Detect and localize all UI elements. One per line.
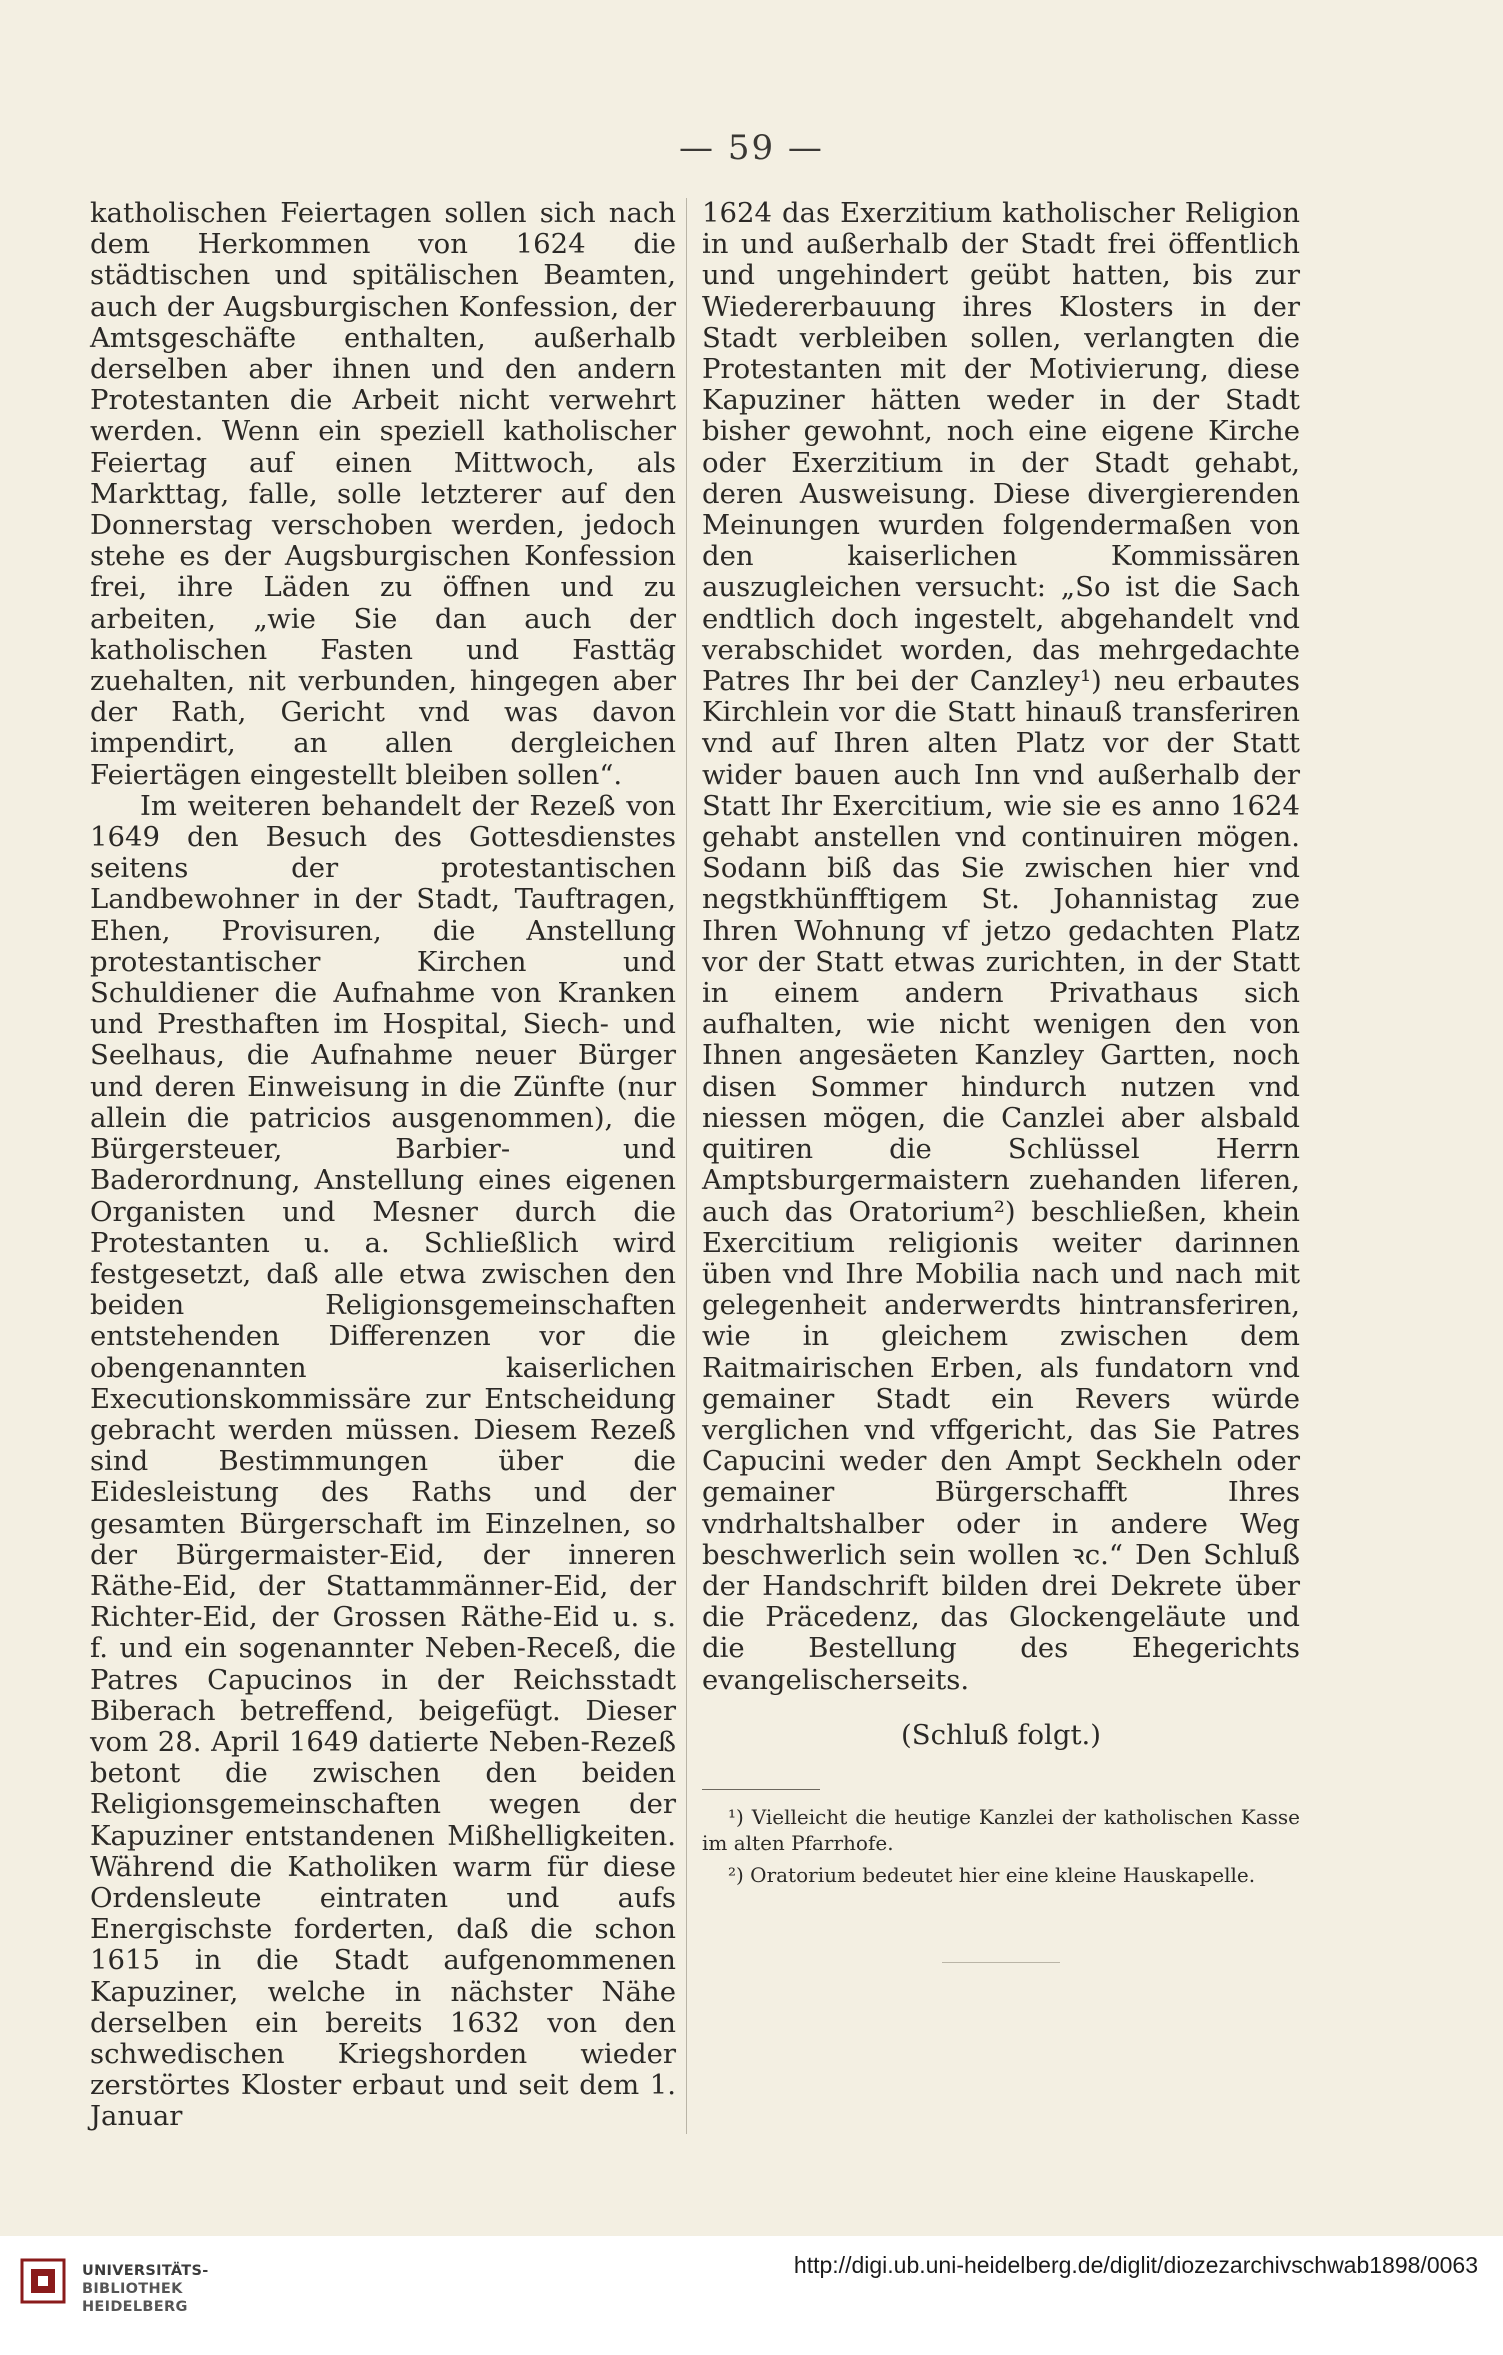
end-rule (942, 1962, 1060, 1963)
source-url-link[interactable]: http://digi.ub.uni-heidelberg.de/diglit/diozezarchivschwab1898/0063 (793, 2252, 1478, 2278)
university-library-logo-icon (20, 2258, 66, 2304)
library-name (82, 2262, 209, 2316)
library-line-2: BIBLIOTHEK (82, 2281, 183, 2297)
left-column (90, 198, 676, 2133)
right-paragraph-1: 1624 das Exerzitium katholischer Religion in und außerhalb der Stadt frei öffentlich und ungehindert geübt hatten, bis zur Wiedererbauung ihres Klosters in der Stadt verbleiben sollen, verlangten die Protestanten mit der Motivierung, diese Kapuziner hätten weder in der Stadt bisher gewohnt, noch eine eigene Kirche oder Exerzitium in der Stadt gehabt, deren Ausweisung. Diese divergierenden Meinungen wurden folgendermaßen von den kaiserlichen Kommissären auszugleichen versucht: „So ist die Sach endtlich doch ingestelt, abgehandelt vnd verabschidet worden, das mehrgedachte Patres Ihr bei der Canzley¹) neu erbautes Kirchlein vor die Statt hinauß transferiren vnd auf Ihren alten Platz vor der Statt wider bauen auch Inn vnd außerhalb der Statt Ihr Exercitium, wie sie es anno 1624 gehabt anstellen vnd continuiren mögen. Sodann biß das Sie zwischen hier vnd negstkhünfftigem St. Johannistag zue Ihren Wohnung vf jetzo gedachten Platz vor der Statt etwas zurichten, in der Statt in einem andern Privathaus sich aufhalten, wie nicht wenigen den von Ihnen angesäeten Kanzley Gartten, noch disen Sommer hindurch nutzen vnd niessen mögen, die Canzlei aber alsbald quitiren die Schlüssel Herrn Amptsburgermaistern zuehanden liferen, auch das Oratorium²) beschließen, khein Exercitium religionis weiter darinnen üben vnd Ihre Mobilia nach und nach mit gelegenheit anderwerdts hintransferiren, wie in gleichem zwischen dem Raitmairischen Erben, als fundatorn vnd gemainer Stadt ein Revers würde verglichen vnd vffgericht, das Sie Patres Capucini weder den Ampt Seckheln oder gemainer Bürgerschafft Ihres vndrhaltshalber oder in andere Weg beschwerlich sein wollen ꝛc.“ Den Schluß der Handschrift bilden drei Dekrete über die Präcedenz, das Glockengeläute und die Bestellung des Ehegerichts evangelischerseits. (702, 197, 1300, 1696)
footnote-1: ¹) Vielleicht die heutige Kanzlei der katholischen Kasse im alten Pfarrhofe. (702, 1804, 1300, 1855)
footnote-separator (702, 1789, 820, 1790)
right-column (702, 198, 1300, 1963)
left-paragraph-2: Im weiteren behandelt der Rezeß von 1649 den Besuch des Gottesdienstes seitens der protestantischen Landbewohner in der Stadt, Tauftragen, Ehen, Provisuren, die Anstellung protestantischer Kirchen und Schuldiener die Aufnahme von Kranken und Presthaften im Hospital, Siech- und Seelhaus, die Aufnahme neuer Bürger und deren Einweisung in die Zünfte (nur allein die patricios ausgenommen), die Bürgersteuer, Barbier- und Baderordnung, Anstellung eines eigenen Organisten und Mesner durch die Protestanten u. a. Schließlich wird festgesetzt, daß alle etwa zwischen den beiden Religionsgemeinschaften entstehenden Differenzen vor die obengenannten kaiserlichen Executionskommissäre zur Entscheidung gebracht werden müssen. Diesem Rezeß sind Bestimmungen über die Eidesleistung des Raths und der gesamten Bürgerschaft im Einzelnen, so der Bürgermaister-Eid, der inneren Räthe-Eid, der Stattammänner-Eid, der Richter-Eid, der Grossen Räthe-Eid u. s. f. und ein sogenannter Neben-Receß, die Patres Capucinos in der Reichsstadt Biberach betreffend, beigefügt. Dieser vom 28. April 1649 datierte Neben-Rezeß betont die zwischen den beiden Religionsgemeinschaften wegen der Kapuziner entstandenen Mißhelligkeiten. Während die Katholiken warm für diese Ordensleute eintraten und aufs Energischste forderten, daß die schon 1615 in die Stadt aufgenommenen Kapuziner, welche in nächster Nähe derselben ein bereits 1632 von den schwedischen Kriegshorden wieder zerstörtes Kloster erbaut und seit dem 1. Januar (90, 789, 676, 2133)
left-paragraph-1: katholischen Feiertagen sollen sich nach dem Herkommen von 1624 die städtischen und spitälischen Beamten, auch der Augsburgischen Konfession, der Amtsgeschäfte enthalten, außerhalb derselben aber ihnen und den andern Protestanten die Arbeit nicht verwehrt werden. Wenn ein speziell katholischer Feiertag auf einen Mittwoch, als Markttag, falle, solle letzterer auf den Donnerstag verschoben werden, jedoch stehe es der Augsburgischen Konfession frei, ihre Läden zu öffnen und zu arbeiten, „wie Sie dan auch der katholischen Fasten und Fasttäg zuehalten, nit verbunden, hingegen aber der Rath, Gericht vnd was davon impendirt, an allen dergleichen Feiertägen eingestellt bleiben sollen“. (90, 197, 676, 791)
column-divider (686, 198, 687, 2134)
library-line-3: HEIDELBERG (82, 2299, 188, 2315)
page-number: — 59 — (679, 128, 824, 168)
library-line-1: UNIVERSITÄTS- (82, 2263, 209, 2279)
footnote-2: ²) Oratorium bedeutet hier eine kleine Hauskapelle. (728, 1862, 1256, 1887)
to-be-continued-note: (Schluß folgt.) (901, 1718, 1101, 1751)
